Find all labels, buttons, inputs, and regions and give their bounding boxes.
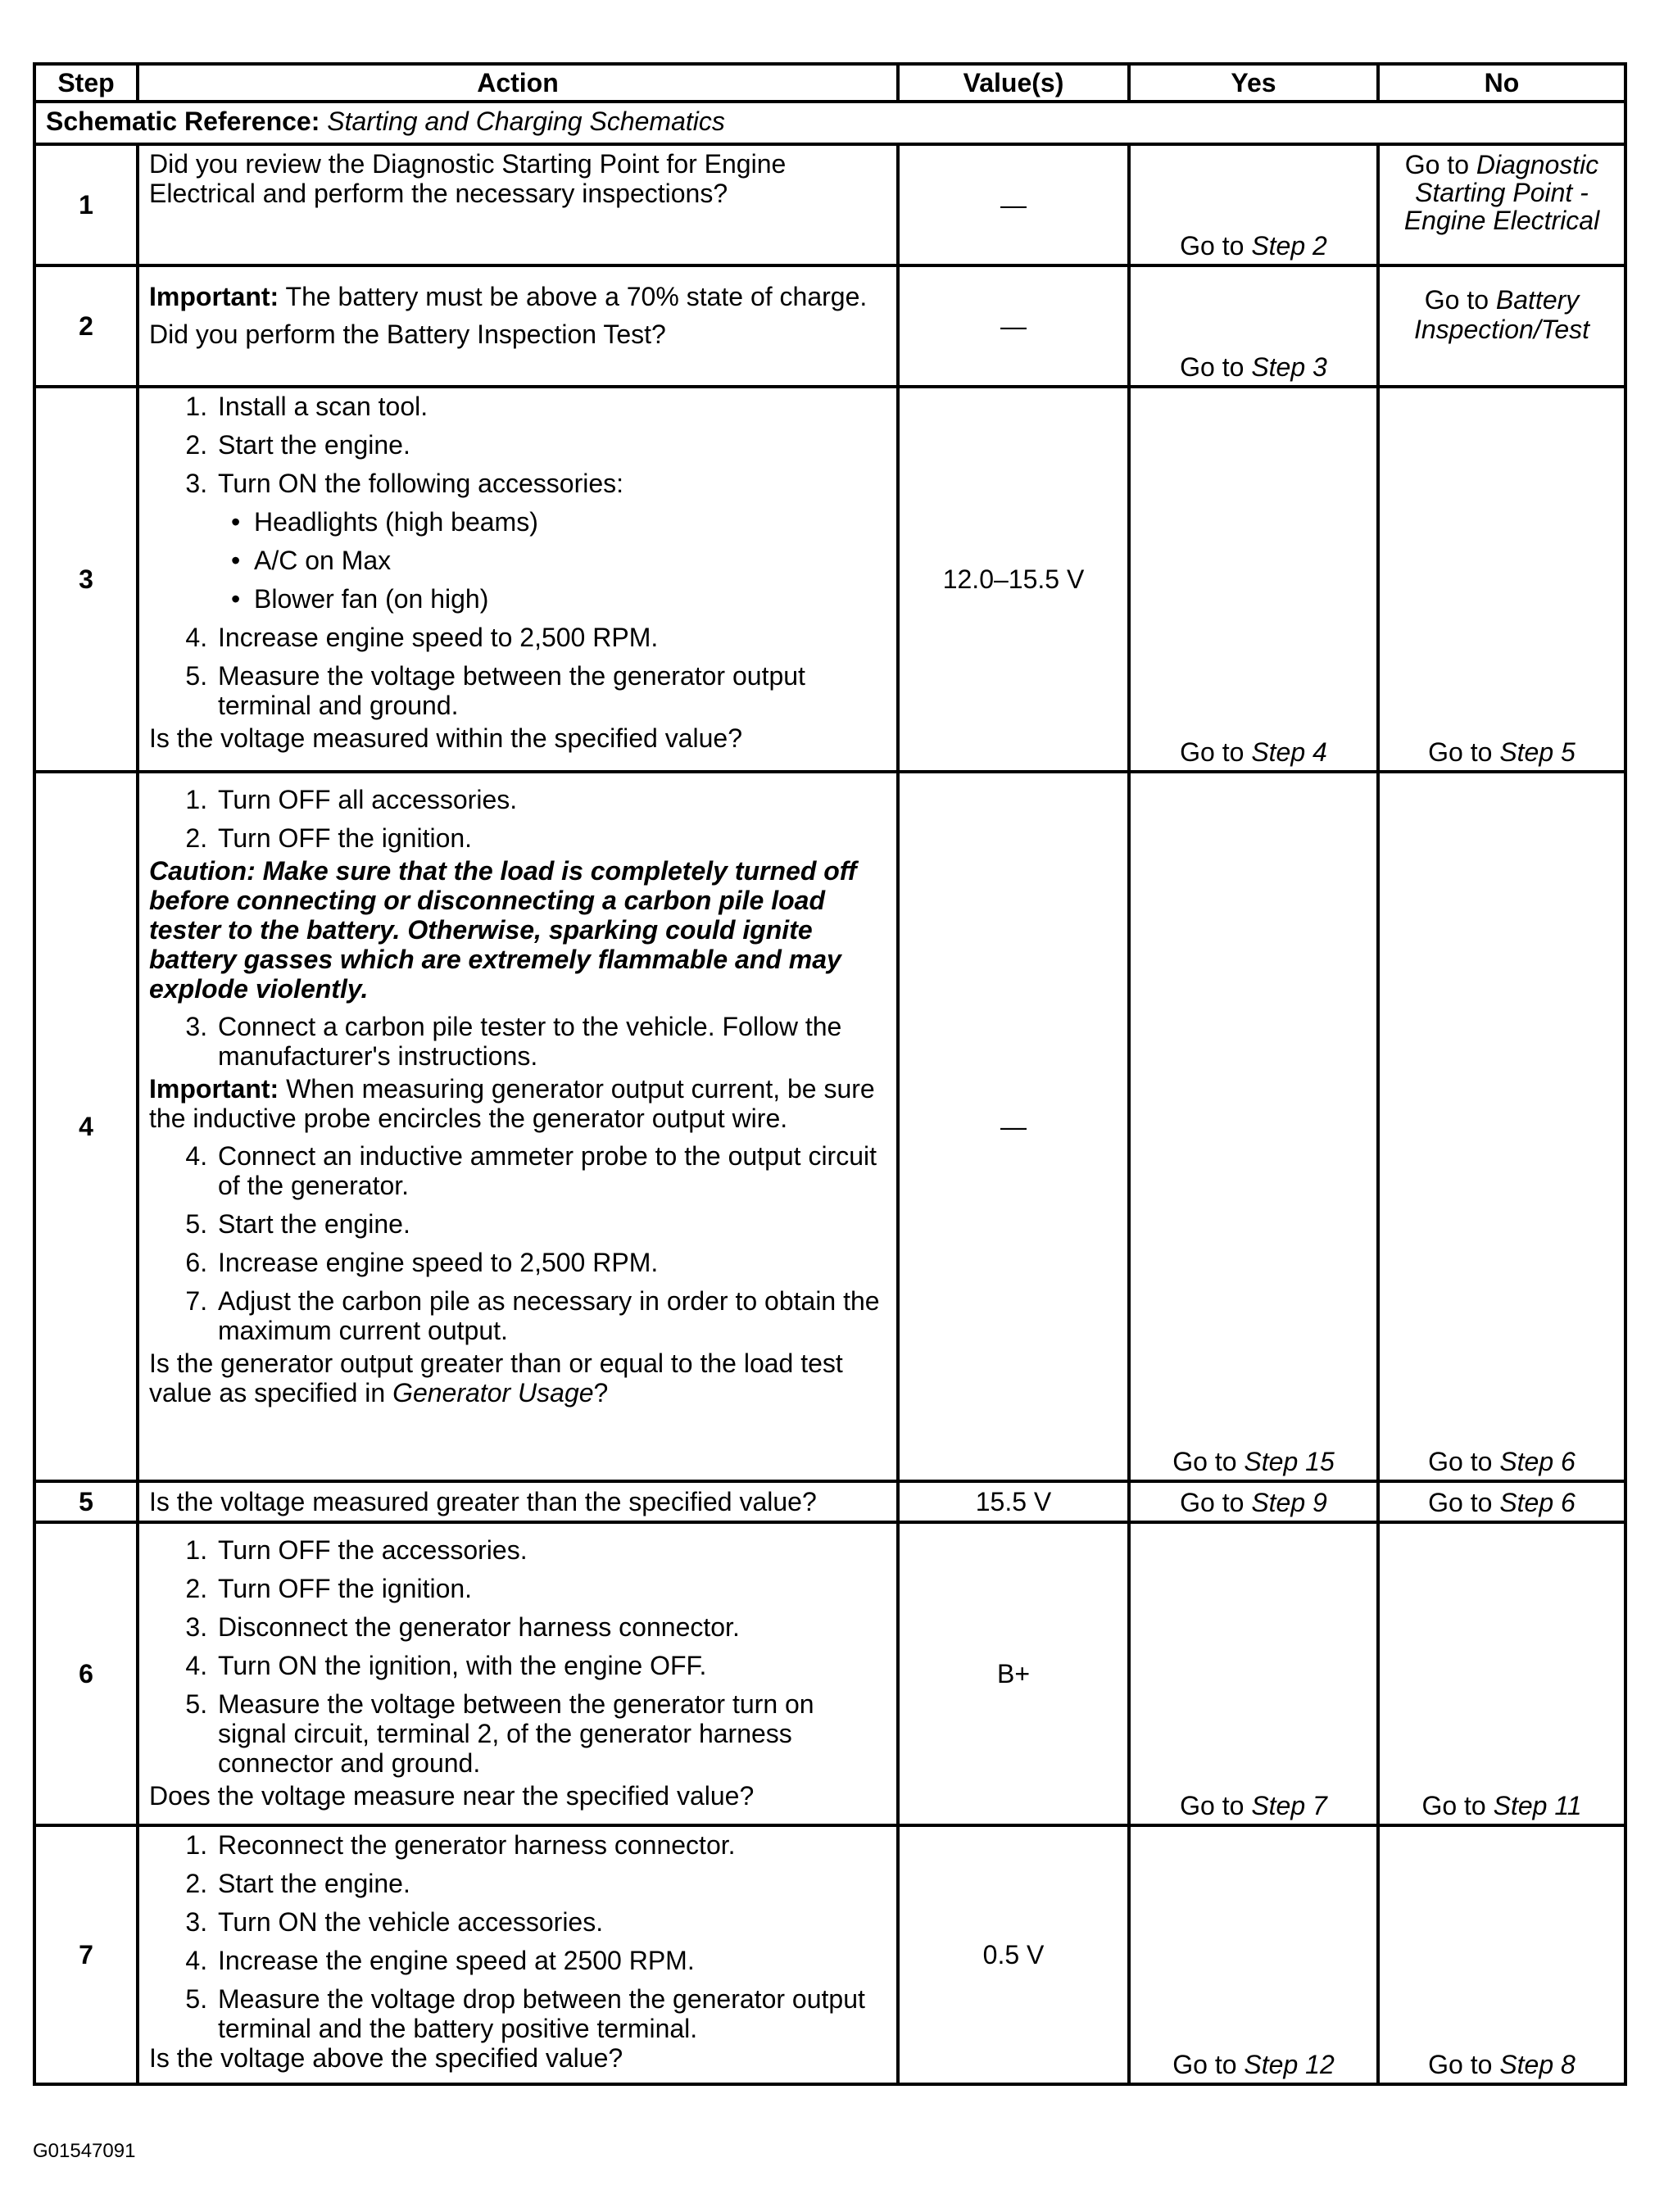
no-cell[interactable] [1378,1481,1625,1522]
accessory-item: • Headlights (high beams) [231,507,886,537]
instruction-item: 1. Reconnect the generator harness connector. [215,1830,886,1860]
step-action [138,265,898,387]
step-number: 2 [34,265,138,387]
yes-link[interactable]: Step 3 [1251,352,1327,382]
step-row-7 [34,1825,1625,2084]
step-question: Is the voltage measured greater than the specified value? [149,1487,817,1516]
step-value: 12.0–15.5 V [898,387,1129,772]
yes-cell[interactable] [1129,387,1378,772]
accessory-item: • A/C on Max [231,546,886,575]
step-value: — [898,265,1129,387]
instruction-item: 3. Connect a carbon pile tester to the vehicle. Follow the manufacturer's instructions. [215,1012,886,1071]
instruction-list [149,1012,886,1071]
no-prefix: Go to [1428,2050,1500,2079]
diagnostic-table [33,62,1627,2086]
step-value: — [898,772,1129,1481]
step-number: 6 [34,1522,138,1825]
step-action [138,1522,898,1825]
important-label: Important: [149,282,279,311]
step-number: 5 [34,1481,138,1522]
accessory-item: • Blower fan (on high) [231,584,886,614]
step-action [138,1481,898,1522]
no-prefix: Go to [1428,737,1500,767]
header-row [34,64,1625,102]
important-text: When measuring generator output current, be sure the inductive probe encircles the generator output wire. [149,1074,875,1133]
instruction-item: 6. Increase engine speed to 2,500 RPM. [215,1248,886,1277]
instruction-item: 5. Measure the voltage between the generator turn on signal circuit, terminal 2, of the generator harness connector and ground. [215,1689,886,1778]
instruction-item: 1. Turn OFF the accessories. [215,1535,886,1565]
step-question: Is the voltage measured within the specified value? [149,723,742,753]
generator-usage-link[interactable]: Generator Usage [392,1378,594,1407]
step-row-2 [34,265,1625,387]
step-row-3 [34,387,1625,772]
no-cell[interactable] [1378,387,1625,772]
important-label: Important: [149,1074,279,1104]
step-row-5 [34,1481,1625,1522]
no-prefix: Go to [1404,150,1476,179]
no-cell[interactable] [1378,1825,1625,2084]
yes-cell[interactable] [1129,772,1378,1481]
schematic-reference-link[interactable]: Starting and Charging Schematics [327,107,725,136]
schematic-reference [34,102,1625,144]
step-value: — [898,144,1129,265]
important-note [149,1074,886,1133]
header-values: Value(s) [898,64,1129,102]
schematic-reference-label: Schematic Reference: [46,107,320,136]
instruction-item: 4. Connect an inductive ammeter probe to the output circuit of the generator. [215,1141,886,1200]
step-number: 1 [34,144,138,265]
header-step: Step [34,64,138,102]
no-prefix: Go to [1428,1447,1500,1476]
important-text: The battery must be above a 70% state of charge. [279,282,868,311]
step-row-6 [34,1522,1625,1825]
yes-link[interactable]: Step 15 [1244,1447,1335,1476]
step-question: Did you perform the Battery Inspection Test? [149,320,666,349]
yes-prefix: Go to [1172,1447,1245,1476]
instruction-list [149,785,886,853]
yes-link[interactable]: Step 12 [1244,2050,1335,2079]
schematic-reference-row [34,102,1625,144]
instruction-item: 4. Increase the engine speed at 2500 RPM. [215,1946,886,1975]
instruction-item: 5. Start the engine. [215,1209,886,1239]
no-link[interactable]: Diagnostic Starting Point - Engine Electrical [1403,150,1600,235]
no-prefix: Go to [1428,1488,1500,1517]
instruction-item: 5. Measure the voltage between the generator output terminal and ground. [215,661,886,720]
instruction-item: 4. Turn ON the ignition, with the engine OFF. [215,1651,886,1680]
header-no: No [1378,64,1625,102]
no-cell[interactable] [1378,144,1625,265]
instruction-item: 7. Adjust the carbon pile as necessary in order to obtain the maximum current output. [215,1286,886,1345]
step-action [138,387,898,772]
step-row-4 [34,772,1625,1481]
step-question: Did you review the Diagnostic Starting Point for Engine Electrical and perform the necessary inspections? [149,149,787,208]
question-end: ? [593,1378,609,1407]
yes-link[interactable]: Step 2 [1251,231,1327,261]
instruction-item: 5. Measure the voltage drop between the generator output terminal and the battery positive terminal. [215,1984,886,2043]
yes-cell[interactable] [1129,1481,1378,1522]
instruction-list [149,392,886,720]
step-question [149,1349,886,1407]
step-value: 0.5 V [898,1825,1129,2084]
instruction-list [149,1141,886,1345]
step-question: Is the voltage above the specified value? [149,2043,623,2073]
yes-cell[interactable] [1129,1522,1378,1825]
step-action [138,772,898,1481]
instruction-item: 3. Turn ON the vehicle accessories. [215,1907,886,1937]
question-text: Is the generator output greater than or equal to the load test value as specified in [149,1349,843,1407]
instruction-item: 4. Increase engine speed to 2,500 RPM. [215,623,886,652]
step-value: B+ [898,1522,1129,1825]
yes-cell[interactable] [1129,144,1378,265]
yes-link[interactable]: Step 4 [1251,737,1327,767]
no-cell[interactable] [1378,772,1625,1481]
instruction-list [149,1535,886,1778]
yes-cell[interactable] [1129,265,1378,387]
accessory-list [192,507,886,614]
no-prefix: Go to [1421,1791,1494,1820]
caution-note: Caution: Make sure that the load is completely turned off before connecting or disconnecting a carbon pile load tester to the battery. Otherwise, sparking could ignite battery gasses which are extremely flammable and may explode violently. [149,856,857,1004]
important-note [149,282,886,311]
no-cell[interactable] [1378,265,1625,387]
instruction-text: Turn ON the following accessories: [218,469,624,498]
step-number: 4 [34,772,138,1481]
no-link[interactable]: Battery Inspection/Test [1413,285,1590,344]
yes-link[interactable]: Step 7 [1251,1791,1327,1820]
instruction-item: 2. Turn OFF the ignition. [215,823,886,853]
no-link[interactable]: Step 6 [1499,1488,1576,1517]
no-link[interactable]: Step 5 [1499,737,1576,767]
yes-prefix: Go to [1180,352,1252,382]
step-value: 15.5 V [898,1481,1129,1522]
no-link[interactable]: Step 6 [1499,1447,1576,1476]
header-yes: Yes [1129,64,1378,102]
step-action [138,144,898,265]
instruction-item: 1. Turn OFF all accessories. [215,785,886,814]
yes-prefix: Go to [1180,1791,1252,1820]
instruction-item: 2. Start the engine. [215,430,886,460]
step-number: 7 [34,1825,138,2084]
yes-cell[interactable] [1129,1825,1378,2084]
yes-prefix: Go to [1180,1488,1252,1517]
instruction-item: 2. Start the engine. [215,1869,886,1898]
yes-link[interactable]: Step 9 [1251,1488,1327,1517]
instruction-item [215,469,886,614]
no-link[interactable]: Step 8 [1499,2050,1576,2079]
no-cell[interactable] [1378,1522,1625,1825]
instruction-list [149,1830,886,2043]
header-action: Action [138,64,898,102]
instruction-item: 2. Turn OFF the ignition. [215,1574,886,1603]
step-question: Does the voltage measure near the specified value? [149,1781,755,1811]
step-action [138,1825,898,2084]
yes-prefix: Go to [1180,231,1252,261]
step-row-1 [34,144,1625,265]
no-prefix: Go to [1424,285,1496,315]
yes-prefix: Go to [1180,737,1252,767]
no-link[interactable]: Step 11 [1493,1791,1582,1820]
yes-prefix: Go to [1172,2050,1245,2079]
step-number: 3 [34,387,138,772]
figure-code: G01547091 [33,2140,136,2162]
instruction-item: 3. Disconnect the generator harness connector. [215,1612,886,1642]
instruction-item: 1. Install a scan tool. [215,392,886,421]
